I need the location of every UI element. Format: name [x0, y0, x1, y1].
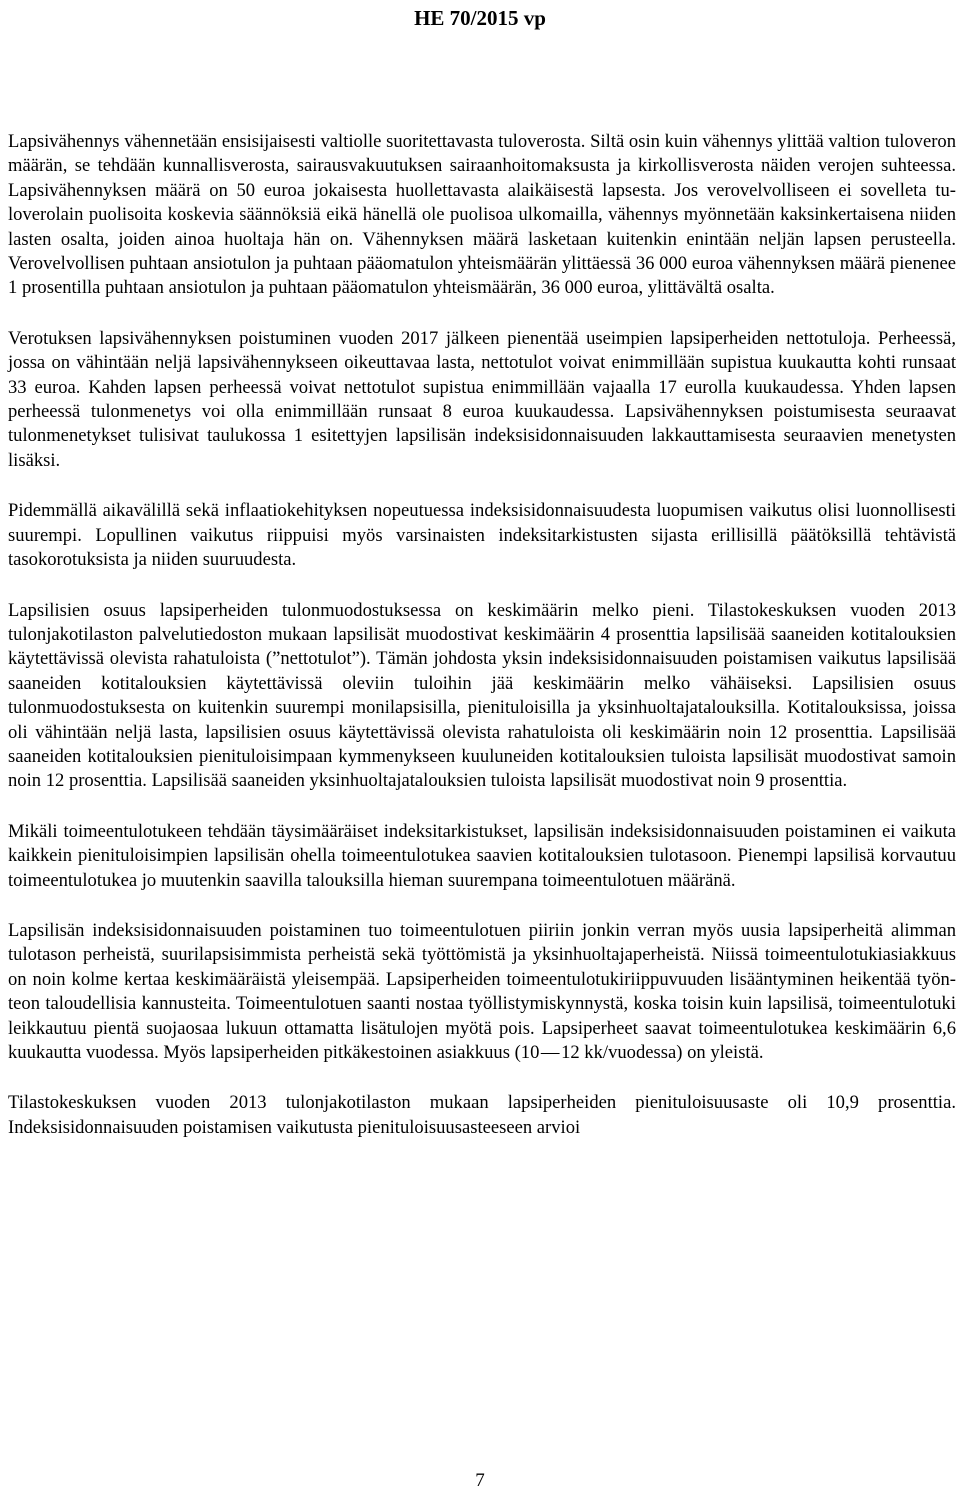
- paragraph-2: Verotuksen lapsivähennyksen poistuminen vuoden 2017 jälkeen pienentää useimpien lapsiperheiden nettotuloja. Perheessä, jossa on vähintään neljä lapsivähennykseen oikeuttavaa lasta, nettotulot voivat enimmillään supistua kuukautta kohti runsaat 33 euroa. Kahden lapsen perheessä voivat nettotulot supistua enimmillään vajaalla 17 eurolla kuukaudessa. Yhden lapsen perheessä tulonmenetys voi olla enimmillään runsaat 8 euroa kuukaudessa. Lapsivähennyksen poistumisesta seuraavat tulonmenetykset tulisivat taulukossa 1 esitettyjen lapsilisän indeksisidonnaisuuden lakkauttamisesta seuraavien menetysten lisäksi.: [8, 327, 956, 471]
- body-text: [8, 130, 956, 1140]
- paragraph-5: Mikäli toimeentulotukeen tehdään täysimääräiset indeksitarkistukset, lapsilisän indeksisidonnaisuuden poistaminen ei vaikuta kaikkein pienituloisimpien lapsilisän ohella toimeentulotukea saavien kotitalouksien tulotasoon. Pienempi lapsilisä korvautuu toimeentulotukea jo muutenkin saavilla talouksilla hieman suurempana toimeentulotuen määränä.: [8, 820, 956, 891]
- paragraph-1: Lapsivähennys vähennetään ensisijaisesti valtiolle suoritettavasta tuloverosta. Siltä osin kuin vähennys ylittää valtion tuloveron määrän, se tehdään kunnallisverosta, sairausvakuutuksen sairaanhoitomaksusta ja kirkollisverosta näiden verojen suhteessa. Lapsivähennyksen määrä on 50 euroa jokaisesta huollettavasta alaikäisestä lapsesta. Jos verovelvolliseen ei sovelleta tuloverolain puolisoita koskevia säännöksiä eikä hänellä ole puolisoa ulkomailla, vähennys myönnetään kaksinkertaisena niiden lasten osalta, joiden ainoa huoltaja hän on. Vähennyksen määrä lasketaan kuitenkin enintään neljän lapsen perusteella. Verovelvollisen puhtaan ansiotulon ja puhtaan pääomatulon yhteismäärän ylittäessä 36 000 euroa vähennyksen määrä pienenee 1 prosentilla puhtaan ansiotulon ja puhtaan pääomatulon yhteismäärän, 36 000 euroa, ylittävältä osalta.: [8, 131, 956, 299]
- paragraph-3: Pidemmällä aikavälillä sekä inflaatiokehityksen nopeutuessa indeksisidonnaisuudesta luopumisen vaikutus olisi luonnollisesti suurempi. Lopullinen vaikutus riippuisi myös varsinaisten indeksitarkistusten sijasta erillisillä päätöksillä tehtävistä tasokorotuksista ja niiden suuruudesta.: [8, 500, 956, 571]
- paragraph-4: Lapsilisien osuus lapsiperheiden tulonmuodostuksessa on keskimäärin melko pieni. Tilastokeskuksen vuoden 2013 tulonjakotilaston palvelutiedoston mukaan lapsilisät muodostivat keskimäärin 4 prosenttia lapsilisää saaneiden kotitalouksien käytettävissä olevista rahatuloista (”nettotulot”). Tämän johdosta yksin indeksisidonnaisuuden poistamisen vaikutus lapsilisää saaneiden kotitalouksien käytettävissä oleviin tuloihin jää keskimäärin melko vähäiseksi. Lapsilisien osuus tulonmuodostuksesta on kuitenkin suurempi monilapsisilla, pienituloisilla ja yksinhuoltajatalouksilla. Kotitalouksissa, joissa oli vähintään neljä lasta, lapsilisien osuus käytettävissä olevista rahatuloista oli keskimäärin noin 12 prosenttia. Lapsilisää saaneiden kotitalouksien pienituloisimpaan kymmenykseen kuuluneiden kotitalouksien tuloista lapsilisät muodostivat samoin noin 12 prosenttia. Lapsilisää saaneiden yksinhuoltajatalouksien tuloista lapsilisät muodostivat noin 9 prosenttia.: [8, 599, 956, 792]
- page-number: 7: [475, 1470, 485, 1491]
- document-id-header: HE 70/2015 vp: [414, 6, 546, 30]
- paragraph-7: Tilastokeskuksen vuoden 2013 tulonjakotilaston mukaan lapsiperheiden pienituloisuusaste oli 10,9 prosenttia. Indeksisidonnaisuuden poistamisen vaikutusta pienituloisuusasteeseen arvioi: [8, 1092, 956, 1138]
- paragraph-6: Lapsilisän indeksisidonnaisuuden poistaminen tuo toimeentulotuen piiriin jonkin verran myös uusia lapsiperheitä alimman tulotason perheistä, suurilapsisimmista perheistä sekä työttömistä ja yksinhuoltajaperheistä. Niissä toimeentulotukiasiakkuus on noin kolme kertaa keskimääräistä yleisempää. Lapsiperheiden toimeentulotukiriippuvuuden lisääntyminen heikentää työnteon taloudellisia kannusteita. Toimeentulotuen saanti nostaa työllistymiskynnystä, koska toisin kuin lapsilisä, toimeentulotuki leikkautuu pientä suojaosaa lukuun ottamatta lisätulojen myötä pois. Lapsiperheet saavat toimeentulotukea keskimäärin 6,6 kuukautta vuodessa. Myös lapsiperheiden pitkäkestoinen asiakkuus (10 — 12 kk/vuodessa) on yleistä.: [8, 919, 956, 1063]
